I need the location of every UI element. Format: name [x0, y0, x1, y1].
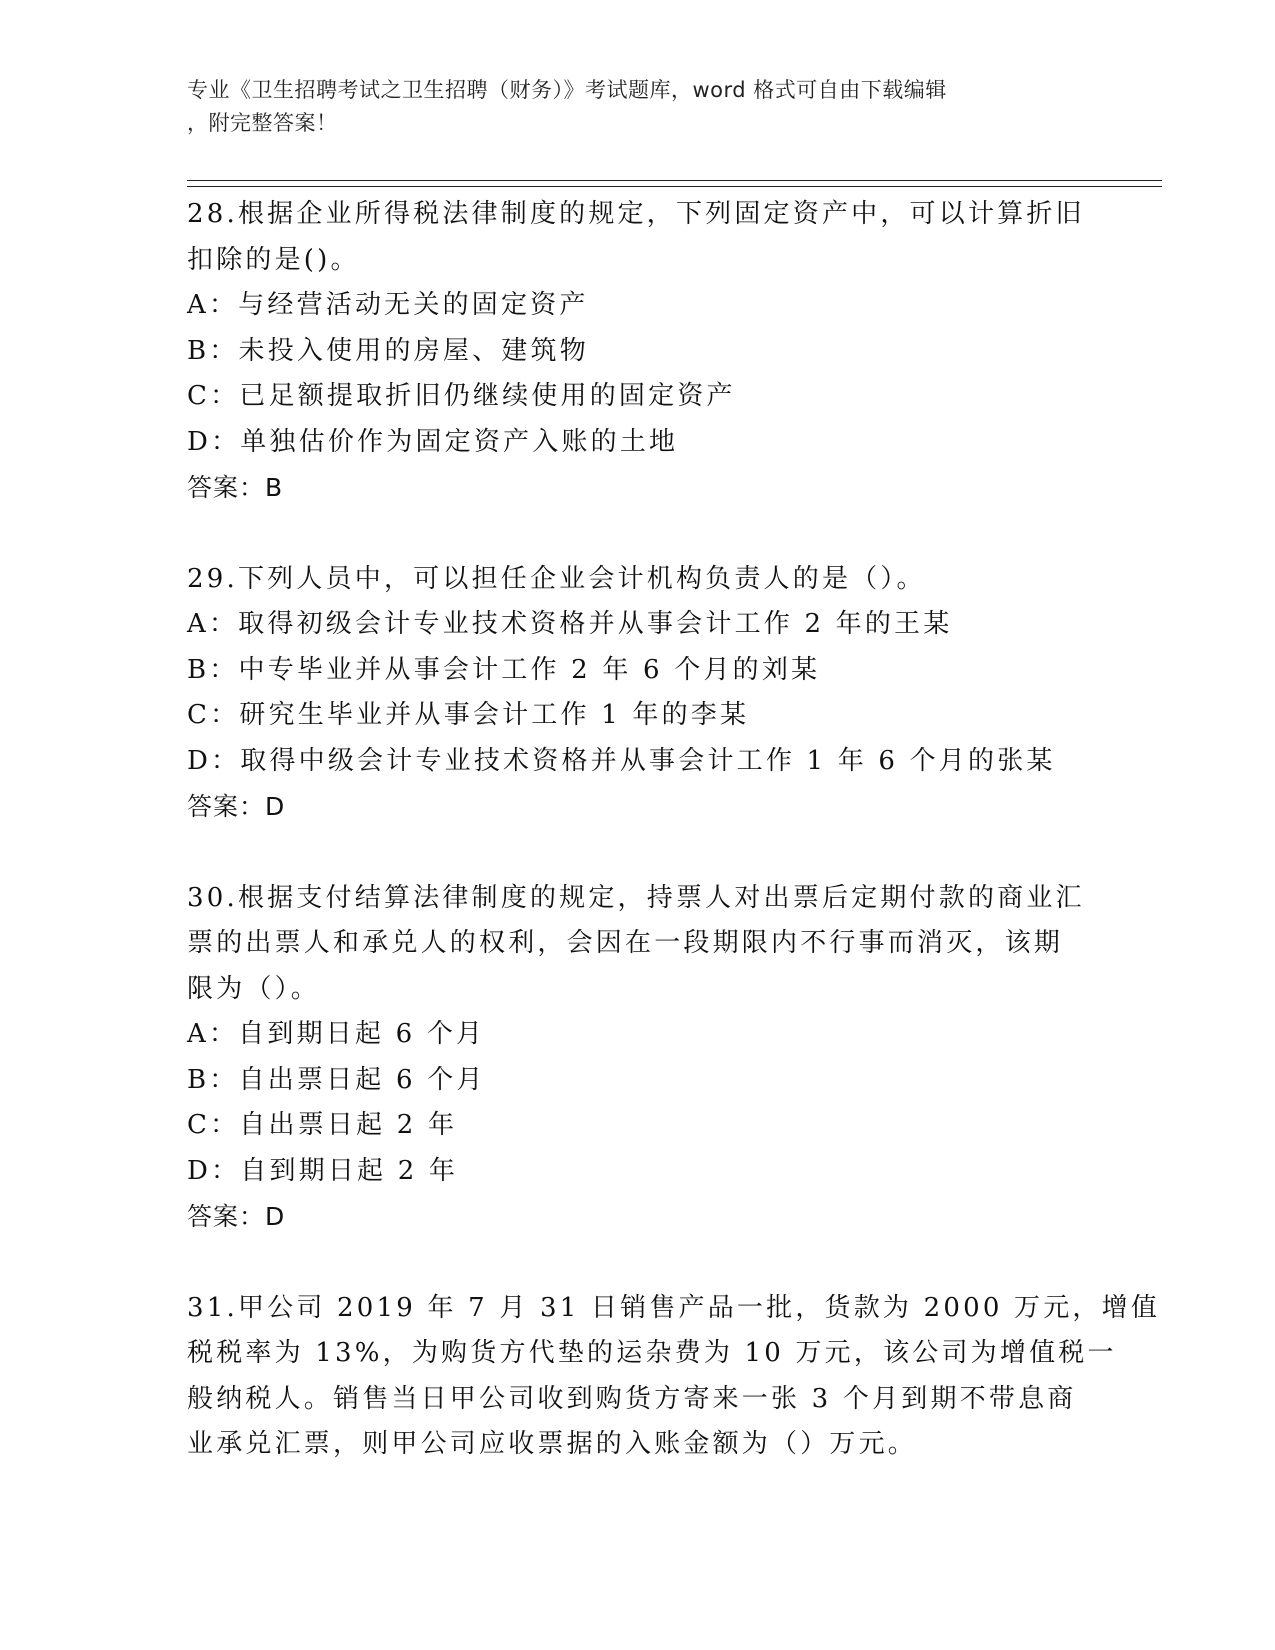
question-text-line: 限为（）。: [187, 973, 321, 1004]
header-rule-bottom: [187, 186, 1162, 187]
header-line-2: ，附完整答案！: [187, 111, 338, 135]
header-line-1: 专业《卫生招聘考试之卫生招聘（财务）》考试题库，word 格式可自由下载编辑: [187, 78, 947, 102]
header-rule-top: [187, 180, 1162, 181]
question-text-line: 31.甲公司 2019 年 7 月 31 日销售产品一批，货款为 2000 万元，增值: [187, 1292, 1161, 1323]
option-b: B：自出票日起 6 个月: [187, 1064, 486, 1095]
question-text-line: 业承兑汇票，则甲公司应收票据的入账金额为（）万元。: [187, 1429, 918, 1459]
option-c: C：研究生毕业并从事会计工作 1 年的李某: [187, 700, 750, 730]
answer-label: 答案：D: [187, 1202, 286, 1231]
question-spacer: [187, 511, 1087, 557]
option-a: A：与经营活动无关的固定资产: [187, 290, 589, 320]
question-29: [187, 557, 1087, 830]
question-spacer: [187, 1240, 1087, 1286]
answer-label: 答案：B: [187, 473, 284, 502]
question-31: [187, 1286, 1161, 1468]
option-d: D：取得中级会计专业技术资格并从事会计工作 1 年 6 个月的张某: [187, 745, 1056, 776]
question-text-line: 税税率为 13%，为购货方代垫的运杂费为 10 万元，该公司为增值税一: [187, 1338, 1117, 1368]
option-c: C：自出票日起 2 年: [187, 1110, 458, 1140]
question-text-line: 般纳税人。销售当日甲公司收到购货方寄来一张 3 个月到期不带息商: [187, 1383, 1077, 1414]
option-c: C：已足额提取折旧仍继续使用的固定资产: [187, 381, 736, 411]
answer-label: 答案：D: [187, 792, 286, 821]
question-text-line: 29.下列人员中，可以担任企业会计机构负责人的是（）。: [187, 563, 926, 594]
question-30: [187, 876, 1087, 1240]
document-header: [187, 74, 1077, 140]
question-spacer: [187, 830, 1087, 876]
question-28: [187, 192, 1087, 511]
question-text-line: 扣除的是()。: [187, 244, 360, 275]
question-text-line: 28.根据企业所得税法律制度的规定，下列固定资产中，可以计算折旧: [187, 199, 1085, 229]
option-a: A：取得初级会计专业技术资格并从事会计工作 2 年的王某: [187, 609, 953, 639]
question-text-line: 30.根据支付结算法律制度的规定，持票人对出票后定期付款的商业汇: [187, 882, 1085, 913]
option-b: B：未投入使用的房屋、建筑物: [187, 335, 589, 366]
option-a: A：自到期日起 6 个月: [187, 1019, 486, 1049]
question-list: [187, 192, 1161, 1468]
question-text-line: 票的出票人和承兑人的权利，会因在一段期限内不行事而消灭，该期: [187, 928, 1064, 958]
option-d: D：单独估价作为固定资产入账的土地: [187, 426, 679, 457]
option-d: D：自到期日起 2 年: [187, 1155, 459, 1186]
option-b: B：中专毕业并从事会计工作 2 年 6 个月的刘某: [187, 654, 821, 685]
